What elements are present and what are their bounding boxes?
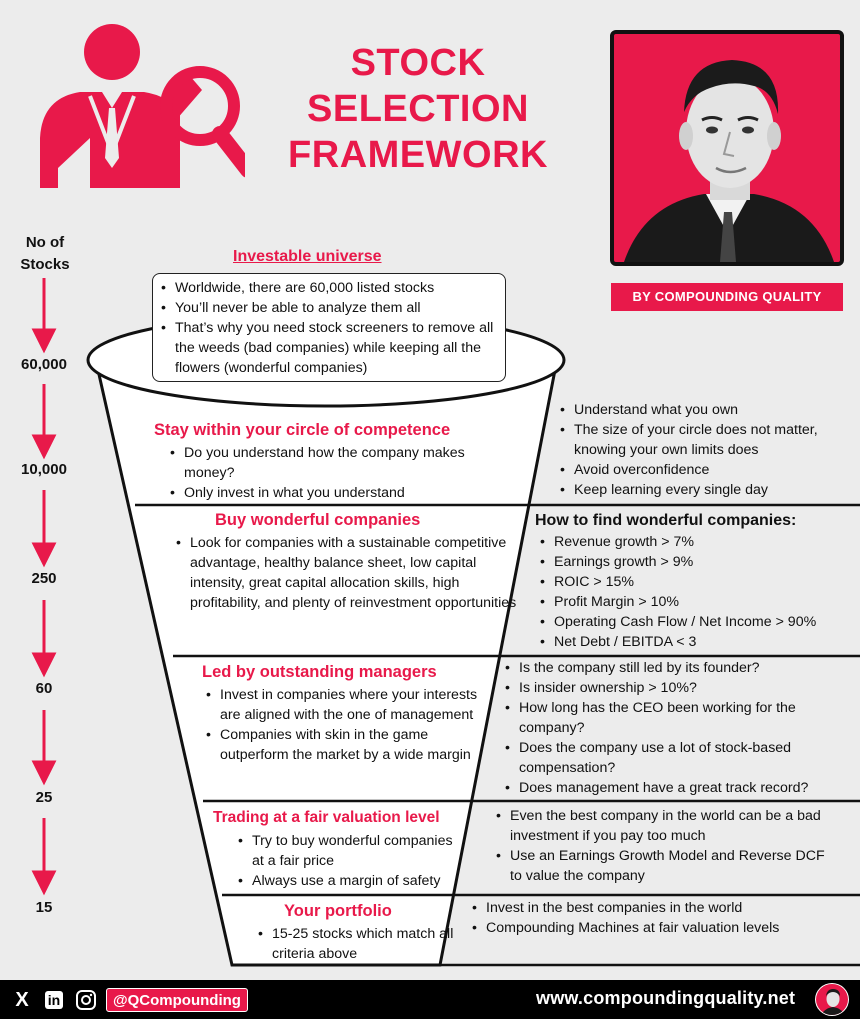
- x-icon[interactable]: X: [15, 988, 29, 1011]
- title-line: FRAMEWORK: [288, 134, 548, 176]
- list-item: • Companies with skin in the game outperform the market by a wide margin: [204, 725, 484, 765]
- website-link[interactable]: www.compoundingquality.net: [536, 988, 796, 1008]
- stage-list-valuation: [236, 831, 466, 891]
- axis-value-60: 60: [35, 680, 53, 697]
- title-line: STOCK: [350, 42, 486, 84]
- list-item: • Net Debt / EBITDA < 3: [538, 632, 838, 652]
- list-item: • Is insider ownership > 10%?: [503, 678, 843, 698]
- axis-value-60000: 60,000: [21, 356, 67, 373]
- list-item: • Avoid overconfidence: [558, 460, 848, 480]
- stage-title-valuation: Trading at a fair valuation level: [213, 809, 440, 826]
- instagram-glyph: [75, 989, 97, 1011]
- stage-list-managers: [204, 685, 484, 765]
- list-item: • Invest in companies where your interests are aligned with the one of management: [204, 685, 484, 725]
- instagram-icon[interactable]: [74, 988, 98, 1012]
- list-item: • Look for companies with a sustainable competitive advantage, healthy balance sheet, low capital intensity, great capital allocation skills, high profitability, and plenty of reinvestment opportunities: [174, 533, 519, 613]
- side-list-portfolio: [470, 898, 830, 938]
- social-handle[interactable]: @QCompounding: [106, 988, 248, 1012]
- list-item: • 15-25 stocks which match all criteria above: [256, 924, 456, 964]
- list-item: • Is the company still led by its founder?: [503, 658, 843, 678]
- list-item: • That’s why you need stock screeners to remove all the weeds (bad companies) while keeping all the flowers (wonderful companies): [159, 318, 497, 378]
- list-item: • Profit Margin > 10%: [538, 592, 838, 612]
- list-item: • The size of your circle does not matter, knowing your own limits does: [558, 420, 848, 460]
- list-item: • Revenue growth > 7%: [538, 532, 838, 552]
- list-item: • Do you understand how the company makes money?: [168, 443, 468, 483]
- list-item: • Only invest in what you understand: [168, 483, 468, 503]
- list-item: • Invest in the best companies in the world: [470, 898, 830, 918]
- axis-value-15: 15: [35, 899, 53, 916]
- stage-list-wonderful: [174, 533, 519, 613]
- list-item: • Use an Earnings Growth Model and Reverse DCF to value the company: [494, 846, 839, 886]
- avatar: [815, 983, 849, 1016]
- stage-list-competence: [168, 443, 468, 503]
- list-item: • Try to buy wonderful companies at a fair price: [236, 831, 466, 871]
- universe-title: Investable universe: [233, 248, 382, 265]
- side-list-competence: [558, 400, 848, 500]
- axis-value-10000: 10,000: [21, 461, 67, 478]
- title-line: SELECTION: [307, 88, 529, 130]
- stage-title-portfolio: Your portfolio: [284, 902, 392, 920]
- universe-list: [159, 278, 497, 378]
- stage-list-portfolio: [256, 924, 456, 964]
- axis-value-25: 25: [35, 789, 53, 806]
- stage-title-wonderful: Buy wonderful companies: [215, 511, 421, 529]
- side-heading-wonderful: How to find wonderful companies:: [535, 512, 797, 529]
- list-item: • How long has the CEO been working for the company?: [503, 698, 843, 738]
- linkedin-icon-label: in: [45, 991, 63, 1009]
- axis-value-250: 250: [31, 570, 57, 587]
- stage-title-competence: Stay within your circle of competence: [154, 421, 451, 439]
- list-item: • Understand what you own: [558, 400, 848, 420]
- side-list-wonderful: [538, 532, 838, 652]
- list-item: • Keep learning every single day: [558, 480, 848, 500]
- stage-title-managers: Led by outstanding managers: [202, 663, 437, 681]
- side-list-valuation: [494, 806, 839, 886]
- axis-title-line: No of: [25, 234, 65, 251]
- linkedin-icon[interactable]: [42, 988, 66, 1012]
- side-list-managers: [503, 658, 843, 798]
- list-item: • Does the company use a lot of stock-based compensation?: [503, 738, 843, 778]
- list-item: • Even the best company in the world can be a bad investment if you pay too much: [494, 806, 839, 846]
- list-item: • Operating Cash Flow / Net Income > 90%: [538, 612, 838, 632]
- list-item: • ROIC > 15%: [538, 572, 838, 592]
- list-item: • Earnings growth > 9%: [538, 552, 838, 572]
- footer: [0, 980, 860, 1019]
- list-item: • Always use a margin of safety: [236, 871, 466, 891]
- list-item: • Does management have a great track record?: [503, 778, 843, 798]
- social-links: [10, 988, 248, 1012]
- list-item: • Compounding Machines at fair valuation levels: [470, 918, 830, 938]
- author-badge: BY COMPOUNDING QUALITY: [611, 283, 843, 311]
- axis-title-line: Stocks: [20, 256, 70, 273]
- list-item: • You’ll never be able to analyze them all: [159, 298, 497, 318]
- list-item: • Worldwide, there are 60,000 listed stocks: [159, 278, 497, 298]
- universe-box: [152, 273, 506, 382]
